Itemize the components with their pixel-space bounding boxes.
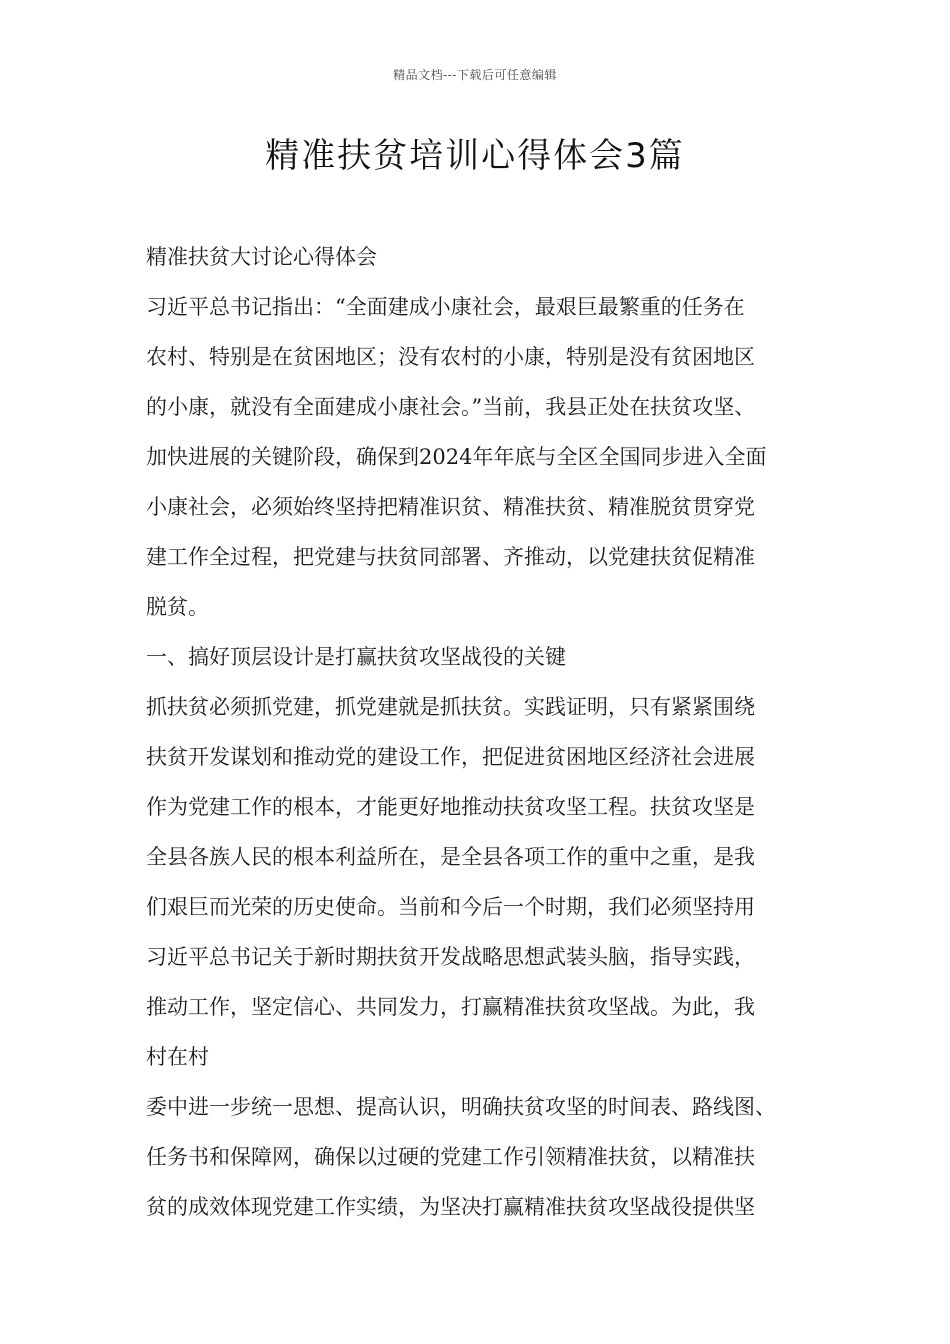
paragraph-line: 习近平总书记关于新时期扶贫开发战略思想武装头脑，指导实践，: [146, 945, 755, 969]
paragraph-line: 作为党建工作的根本，才能更好地推动扶贫攻坚工程。扶贫攻坚是: [146, 795, 755, 819]
paragraph-line: 农村、特别是在贫困地区；没有农村的小康，特别是没有贫困地区: [146, 345, 755, 369]
paragraph-line: 建工作全过程，把党建与扶贫同部署、齐推动，以党建扶贫促精准: [146, 545, 755, 569]
paragraph-line: 抓扶贫必须抓党建，抓党建就是抓扶贫。实践证明，只有紧紧围绕: [146, 695, 755, 719]
paragraph-line: 脱贫。: [146, 595, 209, 619]
paragraph-line: 任务书和保障网，确保以过硬的党建工作引领精准扶贫，以精准扶: [146, 1145, 755, 1169]
section-heading: 一、搞好顶层设计是打赢扶贫攻坚战役的关键: [146, 645, 566, 669]
paragraph-line: 小康社会，必须始终坚持把精准识贫、精准扶贫、精准脱贫贯穿党: [146, 495, 755, 519]
paragraph-line: 贫的成效体现党建工作实绩，为坚决打赢精准扶贫攻坚战役提供坚: [146, 1195, 755, 1219]
paragraph-line: 村在村: [146, 1045, 209, 1069]
document-title: 精准扶贫培训心得体会3篇: [265, 136, 685, 176]
paragraph-line: 推动工作，坚定信心、共同发力，打赢精准扶贫攻坚战。为此，我: [146, 995, 755, 1019]
paragraph-line: 扶贫开发谋划和推动党的建设工作，把促进贫困地区经济社会进展: [146, 745, 755, 769]
paragraph-line: 全县各族人民的根本利益所在，是全县各项工作的重中之重，是我: [146, 845, 755, 869]
paragraph-line: 的小康，就没有全面建成小康社会。”当前，我县正处在扶贫攻坚、: [146, 395, 756, 419]
header-note: 精品文档---下载后可任意编辑: [393, 68, 557, 82]
paragraph-line: 们艰巨而光荣的历史使命。当前和今后一个时期，我们必须坚持用: [146, 895, 755, 919]
paragraph-line: 加快进展的关键阶段，确保到2024年年底与全区全国同步进入全面: [146, 445, 767, 469]
paragraph-line: 委中进一步统一思想、提高认识，明确扶贫攻坚的时间表、路线图、: [146, 1095, 776, 1119]
document-body: [146, 232, 826, 1232]
paragraph-line: 习近平总书记指出：“全面建成小康社会，最艰巨最繁重的任务在: [146, 295, 745, 319]
subtitle-line: 精准扶贫大讨论心得体会: [146, 245, 377, 269]
